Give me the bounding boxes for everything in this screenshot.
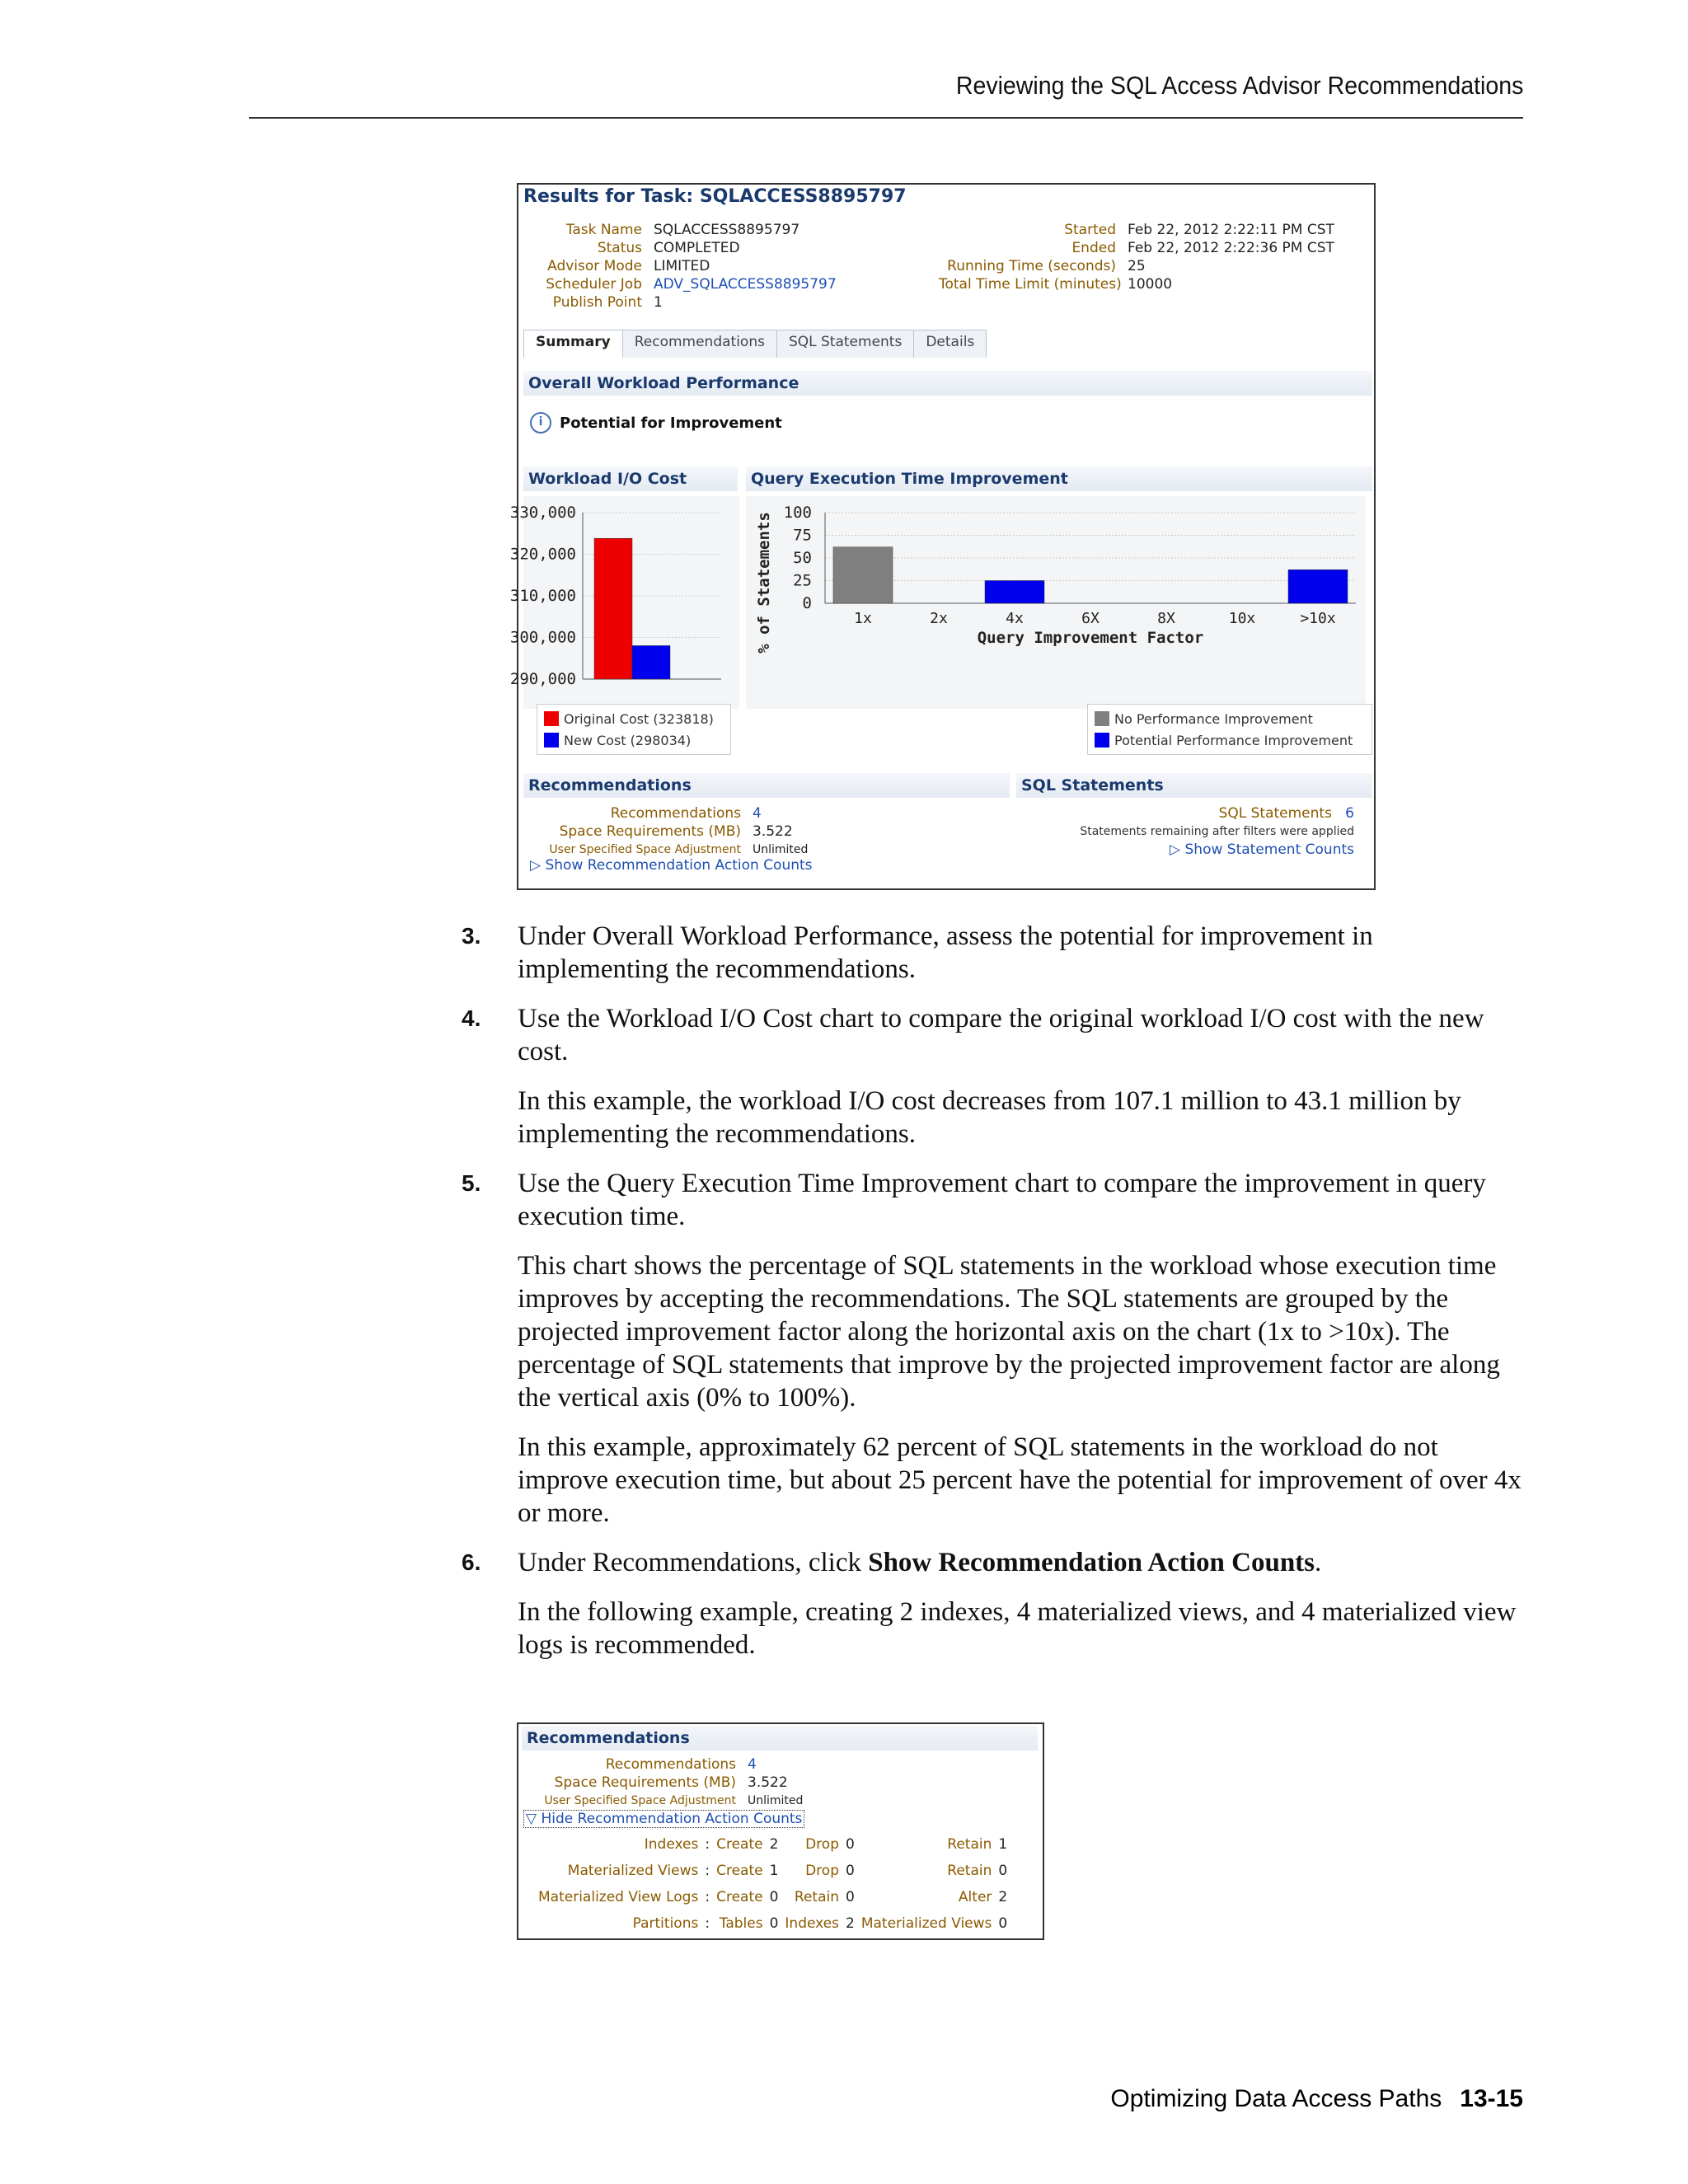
step-text-after: . <box>1315 1548 1322 1577</box>
qet-ytick: 75 <box>793 526 812 545</box>
advisor-results-screenshot <box>509 183 1376 890</box>
io-cost-header: Workload I/O Cost <box>523 466 738 491</box>
recommendations2-header: Recommendations <box>522 1726 1038 1750</box>
tab-sql-statements[interactable]: SQL Statements <box>776 330 914 358</box>
field-row <box>518 293 837 312</box>
action-counts-cell: Materialized Views <box>567 1863 699 1879</box>
qet-xtick: 6X <box>1081 610 1100 627</box>
action-counts-cell: Alter <box>958 1889 992 1905</box>
action-counts-cell: 0 <box>769 1915 779 1932</box>
field-row <box>518 804 808 823</box>
page-footer <box>1110 2085 1523 2113</box>
field-value: LIMITED <box>654 258 710 274</box>
legend-item <box>544 729 724 751</box>
action-counts-cell: 1 <box>769 1863 779 1879</box>
field-row <box>518 221 837 239</box>
field-label: Status <box>597 240 642 256</box>
step-paragraph: In this example, the workload I/O cost decreases from 107.1 million to 43.1 million by implementing the recommendations. <box>518 1086 1461 1149</box>
action-counts-cell: Indexes <box>644 1836 699 1853</box>
legend-label: Original Cost (323818) <box>564 710 714 727</box>
action-counts-row <box>535 1910 1010 1937</box>
show-recommendation-action-counts-link[interactable]: ▷ Show Recommendation Action Counts <box>530 857 813 874</box>
qet-xtick: 10x <box>1228 610 1256 627</box>
tab-bar <box>523 330 986 358</box>
qet-xlabel: Query Improvement Factor <box>977 629 1204 647</box>
qet-xtick: 4x <box>1006 610 1024 627</box>
action-counts-cell: : <box>705 1863 710 1879</box>
field-label: Space Requirements (MB) <box>559 823 741 840</box>
io-ytick: 330,000 <box>509 504 576 522</box>
legend-swatch <box>1095 733 1109 748</box>
tab-summary[interactable]: Summary <box>523 330 623 358</box>
field-value: Unlimited <box>748 1794 804 1807</box>
field-value: Feb 22, 2012 2:22:11 PM CST <box>1128 222 1334 238</box>
action-counts-row <box>535 1884 1010 1910</box>
step-number: 6. <box>462 1549 481 1575</box>
field-label: Task Name <box>565 222 642 238</box>
qet-bar <box>1288 569 1348 603</box>
field-row <box>939 221 1334 239</box>
action-counts-cell: Tables <box>719 1915 763 1932</box>
qet-bar <box>985 581 1044 604</box>
hide-recommendation-action-counts-link[interactable]: ▽ Hide Recommendation Action Counts <box>523 1810 804 1828</box>
qet-xtick: 1x <box>854 610 872 627</box>
task-fields-right <box>939 221 1334 293</box>
io-bar <box>632 645 670 679</box>
step-item <box>462 920 1525 986</box>
step-number: 4. <box>462 1005 481 1031</box>
task-title: Results for Task: SQLACCESS8895797 <box>523 186 907 207</box>
sql-statements-summary <box>1080 804 1354 859</box>
field-row <box>518 841 808 859</box>
field-value[interactable]: ADV_SQLACCESS8895797 <box>654 276 837 293</box>
field-value: 3.522 <box>748 1774 788 1791</box>
sql-statements-header: SQL Statements <box>1016 773 1372 798</box>
action-counts-cell: 2 <box>998 1889 1008 1905</box>
qet-ytick: 50 <box>793 549 812 567</box>
step-paragraph: This chart shows the percentage of SQL statements in the workload whose execution time improves by accepting the recommendations. The SQL statements are grouped by the projected improvement factor along the horizontal axis on the chart (1x to >10x). The percentage of SQL statements that improve by the projected improvement factor are along the vertical axis (0% to 100%). <box>518 1251 1500 1413</box>
field-row <box>518 275 837 293</box>
legend-label: No Performance Improvement <box>1114 710 1313 727</box>
overall-workload-header: Overall Workload Performance <box>523 371 1372 396</box>
action-counts-cell: Drop <box>805 1863 839 1879</box>
legend-swatch <box>544 733 559 748</box>
field-row <box>518 823 808 841</box>
potential-label: Potential for Improvement <box>560 414 782 432</box>
potential-for-improvement <box>530 412 782 434</box>
field-label: Publish Point <box>552 294 642 311</box>
legend-swatch <box>1095 711 1109 726</box>
query-exec-chart <box>746 496 1366 709</box>
action-counts-cell: 1 <box>998 1836 1008 1853</box>
qet-ylabel: % of Statements <box>755 512 773 654</box>
action-counts-cell: Create <box>716 1863 763 1879</box>
field-row <box>939 257 1334 275</box>
qet-xtick: 8X <box>1157 610 1175 627</box>
query-exec-panel <box>746 496 1366 709</box>
query-exec-header: Query Execution Time Improvement <box>746 466 1372 491</box>
show-statement-counts-link[interactable]: ▷ Show Statement Counts <box>1170 841 1354 858</box>
field-value: Feb 22, 2012 2:22:36 PM CST <box>1128 240 1334 256</box>
io-ytick: 310,000 <box>509 587 576 605</box>
recommendation-summary <box>518 804 808 859</box>
action-counts-cell: : <box>705 1915 710 1932</box>
action-counts-cell: Indexes <box>785 1915 839 1932</box>
action-counts-cell: 0 <box>846 1863 855 1879</box>
step-text: Under Overall Workload Performance, assess the potential for improvement in implementing the recommendations. <box>518 921 1373 984</box>
field-value: SQLACCESS8895797 <box>654 222 800 238</box>
action-counts-cell: 2 <box>769 1836 779 1853</box>
step-text: Use the Query Execution Time Improvement chart to compare the improvement in query execution time. <box>518 1169 1486 1231</box>
step-text <box>518 1546 1525 1579</box>
qet-xtick: 2x <box>930 610 948 627</box>
sql-statements-value[interactable]: 6 <box>1345 805 1354 822</box>
recommendation-action-counts-screenshot <box>517 1722 1044 1940</box>
io-cost-panel <box>509 496 739 709</box>
field-label: Total Time Limit (minutes) <box>939 276 1122 293</box>
field-label: Scheduler Job <box>546 276 642 293</box>
action-counts-cell: Materialized Views <box>860 1915 992 1932</box>
field-row <box>513 1774 803 1792</box>
step-item <box>462 1002 1525 1068</box>
action-counts-cell: Materialized View Logs <box>538 1889 699 1905</box>
step-item <box>462 1167 1525 1233</box>
step-paragraph: In this example, approximately 62 percent of SQL statements in the workload do not improve execution time, but about 25 percent have the potential for improvement of over 4x or more. <box>518 1432 1522 1528</box>
field-value: 3.522 <box>753 823 793 840</box>
action-counts-cell: 2 <box>846 1915 855 1932</box>
action-counts-cell: : <box>705 1889 710 1905</box>
tab-recommendations[interactable]: Recommendations <box>622 330 777 358</box>
action-counts-cell: 0 <box>769 1889 779 1905</box>
action-counts-row <box>535 1858 1010 1884</box>
action-counts-cell: 0 <box>846 1889 855 1905</box>
sql-statements-key: SQL Statements <box>1218 805 1332 822</box>
field-row <box>513 1755 803 1774</box>
task-fields-left <box>518 221 837 312</box>
field-label: Running Time (seconds) <box>947 258 1116 274</box>
field-row <box>939 239 1334 257</box>
qet-ytick: 25 <box>793 571 812 590</box>
step-number: 5. <box>462 1170 481 1196</box>
legend-item <box>544 708 724 729</box>
action-counts-cell: : <box>705 1836 710 1853</box>
qet-xtick: >10x <box>1300 610 1336 627</box>
io-bar <box>594 538 632 679</box>
step-item <box>462 1546 1525 1579</box>
action-counts-cell: Retain <box>947 1863 992 1879</box>
io-cost-legend <box>537 704 731 755</box>
action-counts-cell: Retain <box>947 1836 992 1853</box>
field-label: Recommendations <box>605 1756 736 1773</box>
page-number: 13-15 <box>1460 2085 1523 2112</box>
field-value: COMPLETED <box>654 240 740 256</box>
field-label: Recommendations <box>610 805 741 822</box>
io-ytick: 300,000 <box>509 628 576 647</box>
field-row <box>518 239 837 257</box>
action-counts-cell: 0 <box>998 1863 1008 1879</box>
action-counts-cell: Drop <box>805 1836 839 1853</box>
field-value[interactable]: 4 <box>753 805 762 822</box>
field-row <box>513 1792 803 1810</box>
field-label: User Specified Space Adjustment <box>549 843 741 856</box>
field-value: 1 <box>654 294 663 311</box>
field-value: 25 <box>1128 258 1146 274</box>
legend-label: Potential Performance Improvement <box>1114 732 1353 748</box>
info-icon: i <box>530 412 551 434</box>
legend-swatch <box>544 711 559 726</box>
action-counts-cell: Create <box>716 1836 763 1853</box>
action-counts-cell: Retain <box>794 1889 839 1905</box>
qet-ytick: 0 <box>802 594 812 612</box>
legend-item <box>1095 708 1365 729</box>
io-cost-chart <box>509 496 739 709</box>
legend-label: New Cost (298034) <box>564 732 692 748</box>
field-value[interactable]: 4 <box>748 1756 757 1773</box>
action-counts-cell: Partitions <box>632 1915 699 1932</box>
footer-title: Optimizing Data Access Paths <box>1110 2085 1442 2112</box>
action-counts-cell: 0 <box>846 1836 855 1853</box>
field-label: Advisor Mode <box>547 258 642 274</box>
running-head: Reviewing the SQL Access Advisor Recommendations <box>955 71 1523 100</box>
legend-item <box>1095 729 1365 751</box>
step-text-before: Under Recommendations, click <box>518 1548 869 1577</box>
recommendations-header: Recommendations <box>523 773 1010 798</box>
field-row <box>939 275 1334 293</box>
instruction-steps <box>462 920 1525 1678</box>
sql-statements-note: Statements remaining after filters were applied <box>1080 825 1354 838</box>
field-label: User Specified Space Adjustment <box>544 1794 736 1807</box>
step-paragraph: In the following example, creating 2 indexes, 4 materialized views, and 4 materialized view logs is recommended. <box>518 1597 1517 1660</box>
recommendation-summary-2 <box>513 1755 803 1810</box>
field-label: Ended <box>1071 240 1116 256</box>
field-value: Unlimited <box>753 843 809 856</box>
io-ytick: 320,000 <box>509 545 576 564</box>
header-rule <box>249 117 1523 119</box>
action-counts-row <box>535 1831 1010 1858</box>
field-label: Space Requirements (MB) <box>554 1774 736 1791</box>
field-label: Started <box>1064 222 1116 238</box>
io-ytick: 290,000 <box>509 670 576 688</box>
tab-details[interactable]: Details <box>913 330 987 358</box>
action-counts-cell: 0 <box>998 1915 1008 1932</box>
qet-ytick: 100 <box>783 504 812 522</box>
field-value: 10000 <box>1128 276 1173 293</box>
step-number: 3. <box>462 923 481 949</box>
step-bold-link-text: Show Recommendation Action Counts <box>868 1548 1315 1577</box>
field-row <box>518 257 837 275</box>
action-counts-cell: Create <box>716 1889 763 1905</box>
step-text: Use the Workload I/O Cost chart to compare the original workload I/O cost with the new cost. <box>518 1004 1484 1066</box>
query-exec-legend <box>1087 704 1372 755</box>
action-counts-table <box>535 1831 1010 1937</box>
qet-bar <box>833 547 893 603</box>
